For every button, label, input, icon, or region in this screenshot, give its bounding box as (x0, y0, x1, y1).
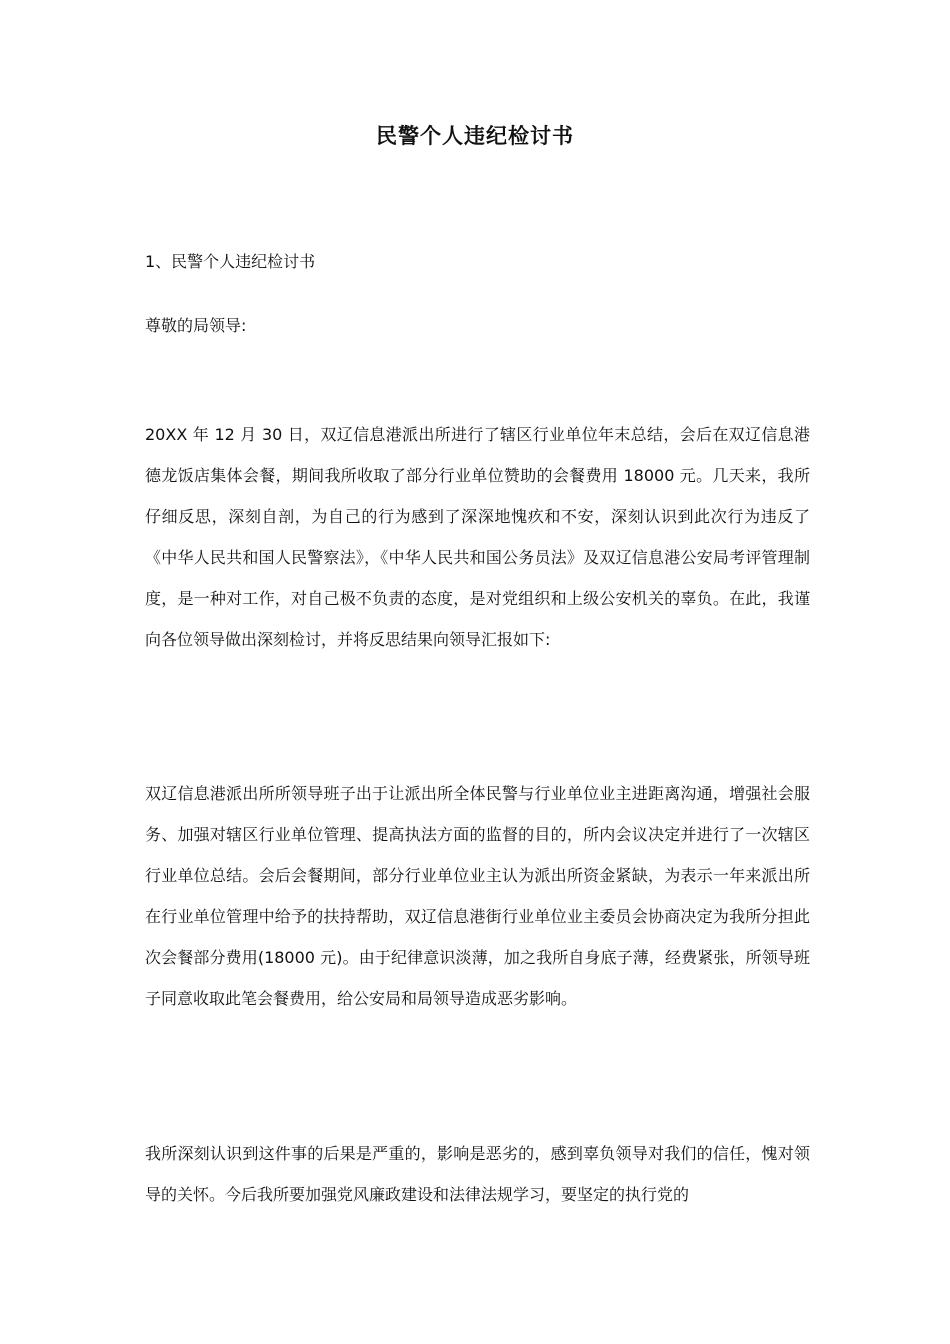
body-paragraph: 20XX 年 12 月 30 日，双辽信息港派出所进行了辖区行业单位年末总结，会后在双辽信息港德龙饭店集体会餐，期间我所收取了部分行业单位赞助的会餐费用 18000 元。几天来，我所仔细反思，深刻自剖，为自己的行为感到了深深地愧疚和不安，深刻认识到此次行为违反了《中华人民共和国人民警察法》，《中华人民共和国公务员法》及双辽信息港公安局考评管理制度，是一种对工作，对自己极不负责的态度，是对党组织和上级公安机关的辜负。在此，我谨向各位领导做出深刻检讨，并将反思结果向领导汇报如下: (145, 425, 810, 649)
salutation: 尊敬的局领导: (145, 316, 247, 335)
document-title: 民警个人违纪检讨书 (376, 124, 574, 148)
section-heading: 1、民警个人违纪检讨书 (145, 252, 316, 271)
body-paragraph: 双辽信息港派出所所领导班子出于让派出所全体民警与行业单位业主进距离沟通，增强社会服务、加强对辖区行业单位管理、提高执法方面的监督的目的，所内会议决定并进行了一次辖区行业单位总结。会后会餐期间，部分行业单位业主认为派出所资金紧缺，为表示一年来派出所在行业单位管理中给予的扶持帮助，双辽信息港街行业单位业主委员会协商决定为我所分担此次会餐部分费用(18000 元)。由于纪律意识淡薄，加之我所自身底子薄，经费紧张，所领导班子同意收取此笔会餐费用，给公安局和局领导造成恶劣影响。 (145, 784, 810, 1008)
body-paragraph: 我所深刻认识到这件事的后果是严重的，影响是恶劣的，感到辜负领导对我们的信任，愧对领导的关怀。今后我所要加强党风廉政建设和法律法规学习，要坚定的执行党的 (145, 1144, 810, 1204)
